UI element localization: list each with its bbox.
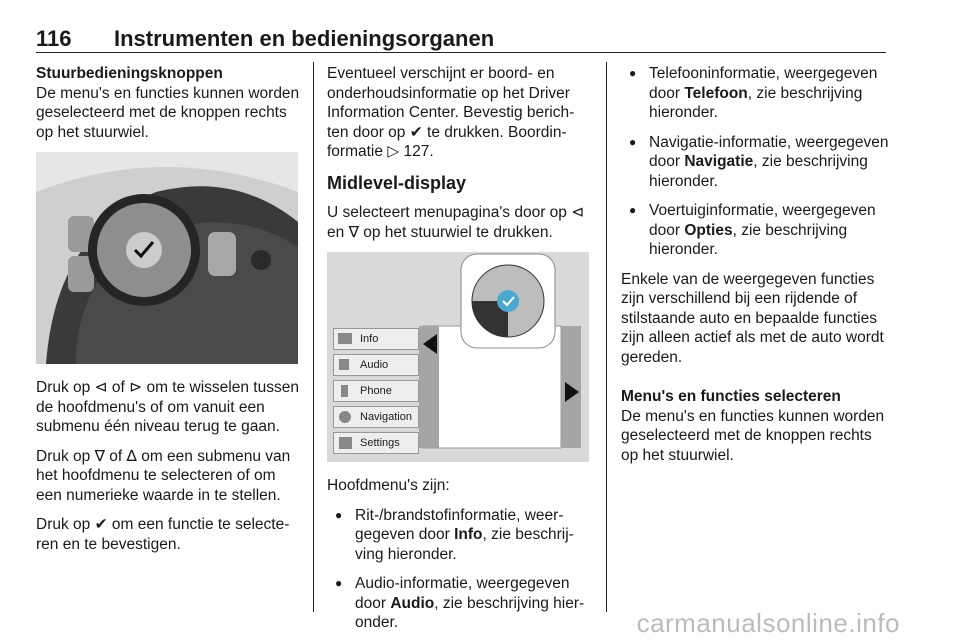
- list-item: ● Telefooninformatie, weergegeven door Telefoon, zie beschrijving hieronder.: [621, 64, 889, 123]
- main-menus-label: Hoofdmenu's zijn:: [327, 477, 450, 494]
- menu-item-navigation[interactable]: Navigation: [333, 406, 419, 428]
- menu-item-info[interactable]: Info: [333, 328, 419, 350]
- right-triangle-icon: ⊳: [129, 378, 143, 396]
- page-reference-icon: ▷: [387, 142, 400, 160]
- down-triangle-icon: ∇: [94, 446, 105, 465]
- checkmark-icon: ✔: [409, 122, 423, 141]
- paragraph-up-down: Druk op ∇ of ∆ om een submenu van het hoofdmenu te selecteren of om een numerieke waarde in te stellen.: [36, 446, 291, 504]
- left-triangle-icon: ⊲: [94, 378, 108, 396]
- section-heading-select: Menu's en functies selecteren: [621, 388, 841, 405]
- page-number: 116: [36, 26, 72, 51]
- paragraph-left-right: Druk op ⊲ of ⊳ om te wisselen tussen de hoofdmenu's of om vanuit een submenu één niveau terug te gaan.: [36, 378, 299, 435]
- list-item: ● Voertuiginformatie, weergegeven door Opties, zie beschrijving hieronder.: [621, 201, 889, 260]
- paragraph-confirm: Druk op ✔ om een functie te selecteren en te bevestigen.: [36, 515, 290, 553]
- column-divider-1: [313, 62, 314, 612]
- up-triangle-icon: ∆: [126, 446, 137, 465]
- midlevel-display-figure: [327, 252, 589, 462]
- wrench-icon: [339, 437, 352, 449]
- column-1: [36, 64, 300, 564]
- info-icon: [338, 333, 352, 344]
- phone-icon: [341, 385, 348, 397]
- intro-paragraph: De menu's en functies kunnen worden geselecteerd met de knoppen rechts op het stuurwiel.: [36, 84, 300, 141]
- compass-icon: [339, 411, 351, 423]
- column-divider-2: [606, 62, 607, 612]
- down-triangle-icon: ∇: [348, 222, 359, 241]
- page-title: Instrumenten en bedieningsorganen: [114, 26, 495, 51]
- column-2: [327, 64, 589, 643]
- menu-item-audio[interactable]: Audio: [333, 354, 419, 376]
- page-header: [36, 22, 886, 53]
- checkmark-icon: ✔: [94, 515, 108, 533]
- music-note-icon: [339, 359, 349, 370]
- section-heading-midlevel: Midlevel-display: [327, 172, 467, 193]
- paragraph-functions-differ: Enkele van de weergegeven functies zijn verschillend bij een rijdende of stilstaande auto en bepaalde functies zijn alleen actief als met de auto wordt gereden.: [621, 270, 884, 366]
- steering-wheel-figure: [36, 152, 298, 364]
- paragraph-driver-info: Eventueel verschijnt er boord- en onderhoudsinformatie op het Driver Information Center. Bevestig berichten door op ✔ te drukken. Boordinformatie ▷ 127.: [327, 65, 575, 160]
- watermark: carmanualsonline.info: [636, 608, 900, 638]
- list-item: ● Navigatie-informatie, weergegeven door Navigatie, zie beschrijving hieronder.: [621, 133, 889, 192]
- steering-wheel-illustration: [36, 152, 298, 364]
- column-3: [621, 64, 889, 475]
- menu-item-settings[interactable]: Settings: [333, 432, 419, 454]
- main-menus-list-continued: [621, 64, 889, 260]
- list-item: ● Audio-informatie, weergegeven door Audio, zie beschrijving hieronder.: [327, 574, 589, 633]
- list-item: ● Rit-/brandstofinformatie, weergegeven door Info, zie beschrijving hieronder.: [327, 506, 589, 565]
- section-heading: Stuurbedieningsknoppen: [36, 65, 223, 82]
- display-menu-list: [333, 328, 419, 458]
- main-menus-list: [327, 506, 589, 633]
- paragraph-select-menus: De menu's en functies kunnen worden geselecteerd met de knoppen rechts op het stuurwiel.: [621, 407, 885, 464]
- menu-item-phone[interactable]: Phone: [333, 380, 419, 402]
- left-triangle-icon: ⊲: [571, 203, 585, 221]
- paragraph-menu-select: U selecteert menupagina's door op ⊲ en ∇ op het stuurwiel te drukken.: [327, 203, 585, 241]
